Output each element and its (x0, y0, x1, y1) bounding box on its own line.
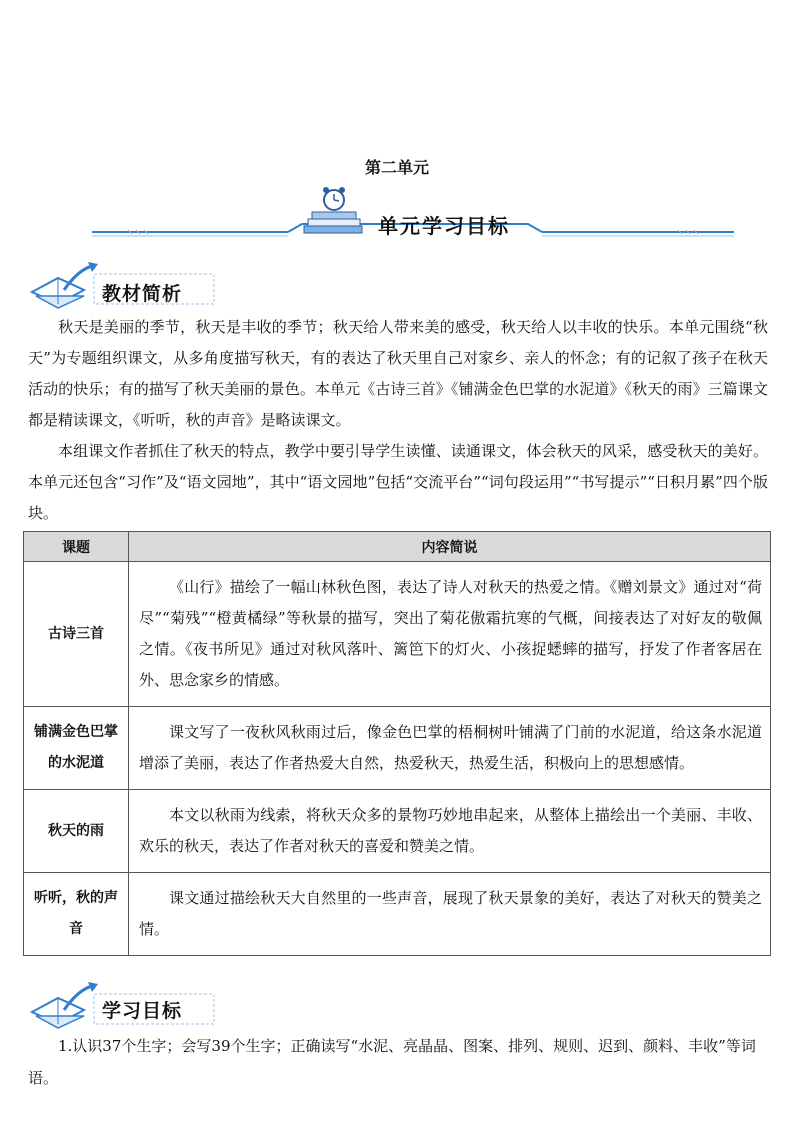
lesson-summary-table (23, 531, 771, 956)
lesson-title: 秋天的雨 (24, 790, 129, 873)
lesson-desc: 课文通过描绘秋天大自然里的一些声音，展现了秋天景象的美好，表达了对秋天的赞美之情。 (129, 873, 771, 956)
intro-paragraph-1: 秋天是美丽的季节，秋天是丰收的季节；秋天给人带来美的感受，秋天给人以丰收的快乐。本单元围绕“秋天”为专题组织课文，从多角度描写秋天，有的表达了秋天里自己对家乡、亲人的怀念；有的记叙了孩子在秋天活动的快乐；有的描写了秋天美丽的景色。本单元《古诗三首》《铺满金色巴掌的水泥道》《秋天的雨》三篇课文都是精读课文，《听听，秋的声音》是略读课文。 (28, 318, 768, 429)
section-title: 教材简析 (102, 283, 183, 305)
lesson-title: 听听，秋的声音 (24, 873, 129, 956)
section-header-analysis (28, 262, 228, 312)
page-title: 第二单元 (364, 158, 429, 177)
table-row (24, 790, 771, 873)
table-row (24, 707, 771, 790)
lesson-desc: 《山行》描绘了一幅山林秋色图，表达了诗人对秋天的热爱之情。《赠刘景文》通过对“荷尽”“菊残”“橙黄橘绿”等秋景的描写，突出了菊花傲霜抗寒的气概，间接表达了对好友的敬佩之情。《夜书所见》通过对秋风落叶、篱笆下的灯火、小孩捉蟋蟀的描写，抒发了作者客居在外、思念家乡的情感。 (129, 562, 771, 707)
section-title: 学习目标 (102, 1000, 183, 1022)
books-clock-icon (304, 187, 362, 233)
section-header-goals (28, 982, 228, 1032)
header-lesson: 课题 (24, 532, 129, 562)
table-row (24, 873, 771, 956)
lesson-title: 古诗三首 (24, 562, 129, 707)
lesson-desc: 课文写了一夜秋风秋雨过后，像金色巴掌的梧桐树叶铺满了门前的水泥道，给这条水泥道增添了美丽，表达了作者热爱大自然，热爱秋天，热爱生活，积极向上的思想感情。 (129, 707, 771, 790)
lesson-desc: 本文以秋雨为线索，将秋天众多的景物巧妙地串起来，从整体上描绘出一个美丽、丰收、欢乐的秋天，表达了作者对秋天的喜爱和赞美之情。 (129, 790, 771, 873)
goal-item: 1.认识37个生字；会写39个生字；正确读写“水泥、亮晶晶、图案、排列、规则、迟到、颜料、丰收”等词语。 (28, 1037, 756, 1087)
table-row (24, 562, 771, 707)
header-summary: 内容简说 (129, 532, 771, 562)
table-header-row (24, 532, 771, 562)
banner-title: 单元学习目标 (378, 214, 510, 238)
intro-paragraph-2: 本组课文作者抓住了秋天的特点，教学中要引导学生读懂、读通课文，体会秋天的风采，感受秋天的美好。本单元还包含“习作”及“语文园地”，其中“语文园地”包括“交流平台”“词句段运用”“书写提示”“日积月累”四个版块。 (28, 442, 768, 522)
unit-goals-banner (88, 186, 738, 242)
lesson-title: 铺满金色巴掌的水泥道 (24, 707, 129, 790)
